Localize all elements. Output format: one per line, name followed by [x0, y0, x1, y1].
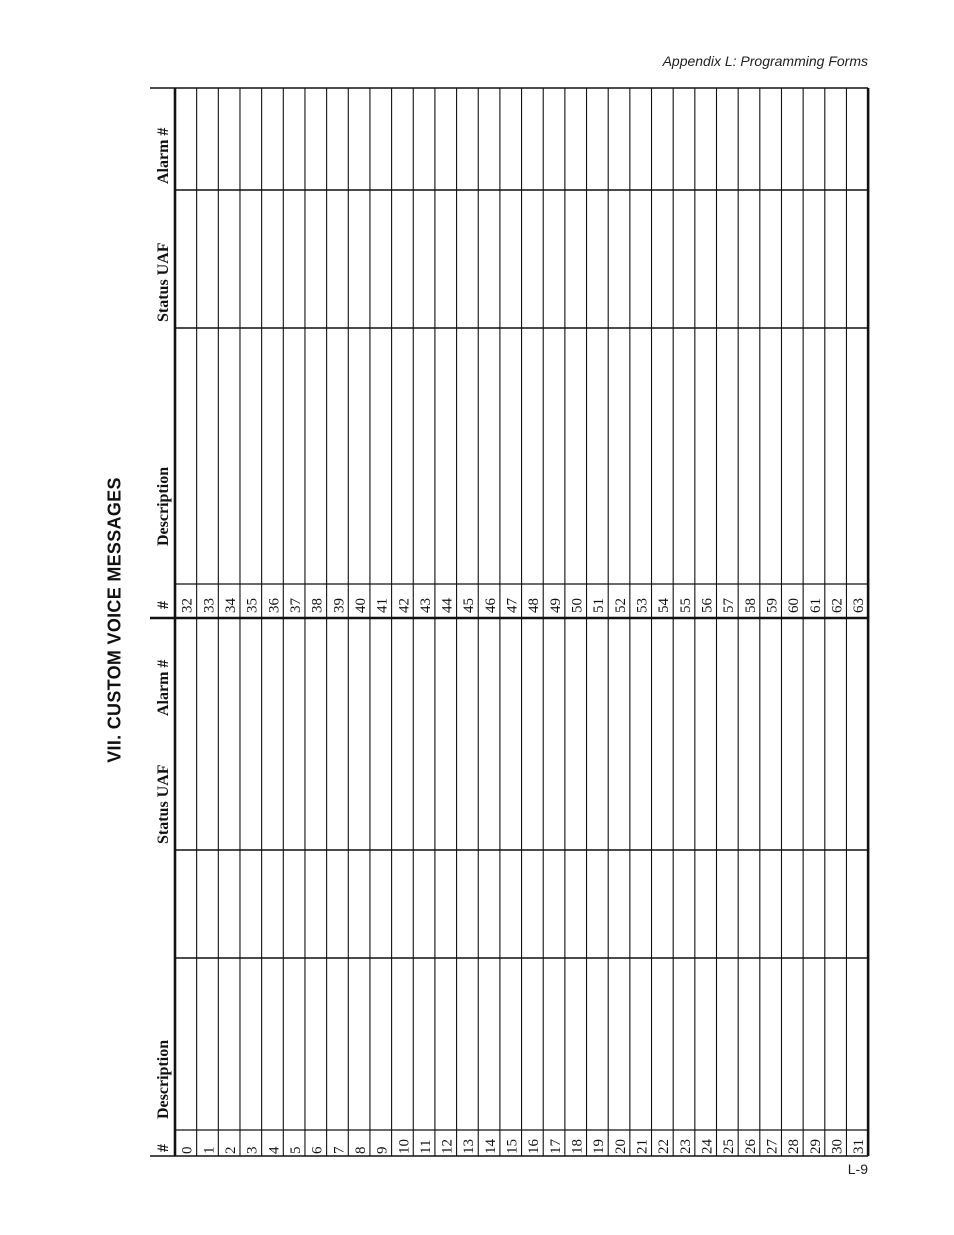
row-number: 50 — [569, 598, 586, 613]
row-number: 23 — [677, 1139, 694, 1154]
row-number: 39 — [331, 598, 348, 613]
row-number: 57 — [721, 598, 738, 613]
row-number: 3 — [244, 1146, 261, 1154]
row-number: 40 — [352, 598, 369, 613]
row-number: 51 — [591, 598, 608, 613]
row-number: 61 — [807, 598, 824, 613]
row-number: 42 — [396, 598, 413, 613]
row-number: 56 — [699, 598, 716, 613]
row-number: 44 — [439, 598, 456, 613]
row-number: 58 — [742, 598, 759, 613]
row-number: 63 — [851, 598, 868, 613]
header-alarm: Alarm # — [155, 659, 172, 716]
row-number: 22 — [656, 1139, 673, 1154]
row-number: 7 — [331, 1146, 348, 1154]
row-number: 47 — [504, 598, 521, 613]
row-number: 21 — [634, 1139, 651, 1154]
row-number: 26 — [742, 1139, 759, 1154]
row-number: 38 — [309, 598, 326, 613]
row-number: 54 — [656, 598, 673, 613]
row-number: 4 — [266, 1146, 283, 1154]
row-number: 11 — [417, 1139, 434, 1154]
row-number: 37 — [287, 598, 304, 613]
row-number: 14 — [482, 1139, 499, 1154]
running-header: Appendix L: Programming Forms — [662, 53, 868, 69]
row-number: 5 — [287, 1146, 304, 1154]
row-number: 1 — [201, 1146, 218, 1154]
row-number: 17 — [547, 1139, 564, 1154]
row-number: 45 — [461, 598, 478, 613]
row-number: 18 — [569, 1139, 586, 1154]
row-number: 2 — [222, 1146, 239, 1154]
header-description: Description — [155, 466, 172, 546]
row-number: 8 — [352, 1146, 369, 1154]
row-number: 52 — [612, 598, 629, 613]
row-number: 12 — [439, 1139, 456, 1154]
row-number: 13 — [461, 1139, 478, 1154]
header-number: # — [155, 601, 172, 609]
row-number: 41 — [374, 598, 391, 613]
row-number: 24 — [699, 1139, 716, 1154]
programming-form-table — [150, 88, 872, 1156]
row-number: 48 — [526, 598, 543, 613]
row-number: 34 — [222, 598, 239, 613]
row-number: 19 — [591, 1139, 608, 1154]
row-number: 9 — [374, 1146, 391, 1154]
row-number: 25 — [721, 1139, 738, 1154]
row-number: 33 — [201, 598, 218, 613]
row-number: 31 — [851, 1139, 868, 1154]
row-number: 36 — [266, 598, 283, 613]
row-number: 35 — [244, 598, 261, 613]
header-status-uaf: Status UAF — [155, 764, 172, 844]
row-number: 29 — [807, 1139, 824, 1154]
header-status-uaf: Status UAF — [155, 242, 172, 322]
row-number: 55 — [677, 598, 694, 613]
row-number: 46 — [482, 598, 499, 613]
row-number: 59 — [764, 598, 781, 613]
row-number: 0 — [179, 1146, 196, 1154]
header-alarm: Alarm # — [155, 127, 172, 184]
row-number: 43 — [417, 598, 434, 613]
row-number: 53 — [634, 598, 651, 613]
row-number: 20 — [612, 1139, 629, 1154]
header-number: # — [155, 1144, 172, 1152]
row-number: 60 — [786, 598, 803, 613]
row-number: 27 — [764, 1139, 781, 1154]
row-number: 10 — [396, 1139, 413, 1154]
row-number: 30 — [829, 1139, 846, 1154]
row-number: 28 — [786, 1139, 803, 1154]
row-number: 15 — [504, 1139, 521, 1154]
row-number: 6 — [309, 1146, 326, 1154]
row-number: 49 — [547, 598, 564, 613]
page-title: VII. CUSTOM VOICE MESSAGES — [104, 477, 125, 763]
page-number: L-9 — [847, 1161, 868, 1177]
row-number: 16 — [526, 1139, 543, 1154]
header-description: Description — [155, 1039, 172, 1119]
row-number: 32 — [179, 598, 196, 613]
row-number: 62 — [829, 598, 846, 613]
